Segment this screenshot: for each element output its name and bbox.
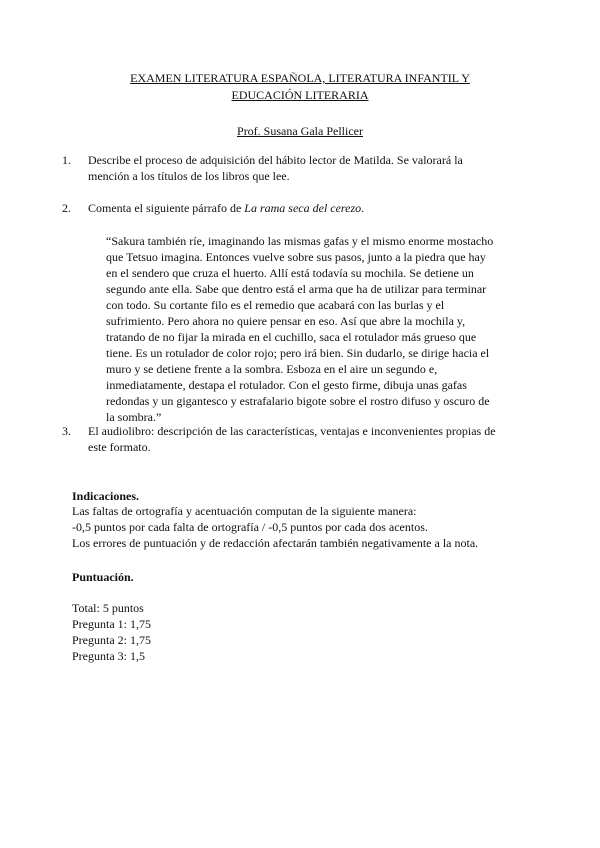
- title-line-1: EXAMEN LITERATURA ESPAÑOLA, LITERATURA INFANTIL Y: [130, 71, 470, 85]
- exam-title: [72, 70, 528, 104]
- indicaciones-line: -0,5 puntos por cada falta de ortografía / -0,5 puntos por cada dos acentos.: [72, 520, 428, 534]
- puntuacion-heading: Puntuación.: [72, 570, 134, 584]
- question-text: Describe el proceso de adquisición del hábito lector de Matilda. Se valorará la mención a los títulos de los libros que lee.: [88, 153, 463, 183]
- indicaciones-line: Los errores de puntuación y de redacción afectarán también negativamente a la nota.: [72, 536, 479, 550]
- indicaciones-line: Las faltas de ortografía y acentuación computan de la siguiente manera:: [72, 504, 417, 518]
- question-text: El audiolibro: descripción de las características, ventajas e inconvenientes propias de este formato.: [88, 424, 496, 454]
- book-title: La rama seca del cerezo: [244, 201, 362, 215]
- quoted-passage: “Sakura también ríe, imaginando las mismas gafas y el mismo enorme mostacho que Tetsuo imagina. Entonces vuelve sobre sus pasos, junto a la piedra que hay en el sendero que cruza el huerto. Allí está todavía su mochila. Se detiene un segundo ante ella. Sabe que dentro está el arma que ha de utilizar para terminar con todo. Su cortante filo es el remedio que acabará con las burlas y el sufrimiento. Pero ahora no quiere pensar en eso. Así que abre la mochila y, tratando de no fijar la mirada en el cuchillo, saca el rotulador más grueso que tiene. Es un rotulador de color rojo; pero irá bien. Sin dudarlo, se dirige hacia el muro y se detiene frente a la sombra. Esboza en el aire un segundo e, inmediatamente, destapa el rotulador. Con el gesto firme, dibuja unas gafas redondas y un gigantesco y estrafalario bigote sobre el rostro difuso y oscuro de la sombra.”: [106, 234, 494, 424]
- puntuacion-body: [72, 600, 272, 664]
- title-line-2: EDUCACIÓN LITERARIA: [231, 88, 369, 102]
- question-number: 1.: [62, 153, 71, 167]
- question-1: [62, 152, 496, 184]
- author-name: Prof. Susana Gala Pellicer: [237, 124, 363, 138]
- question-3: [62, 423, 496, 455]
- puntuacion-item: Pregunta 2: 1,75: [72, 633, 151, 647]
- question-2: [62, 200, 496, 216]
- indicaciones-body: [72, 503, 532, 551]
- question-text-prefix: Comenta el siguiente párrafo de: [88, 201, 245, 215]
- puntuacion-item: Pregunta 3: 1,5: [72, 649, 145, 663]
- puntuacion-total: Total: 5 puntos: [72, 601, 144, 615]
- question-text-suffix: .: [361, 201, 365, 215]
- indicaciones-heading: Indicaciones.: [72, 489, 140, 503]
- puntuacion-item: Pregunta 1: 1,75: [72, 617, 151, 631]
- question-number: 2.: [62, 201, 71, 215]
- question-number: 3.: [62, 424, 71, 438]
